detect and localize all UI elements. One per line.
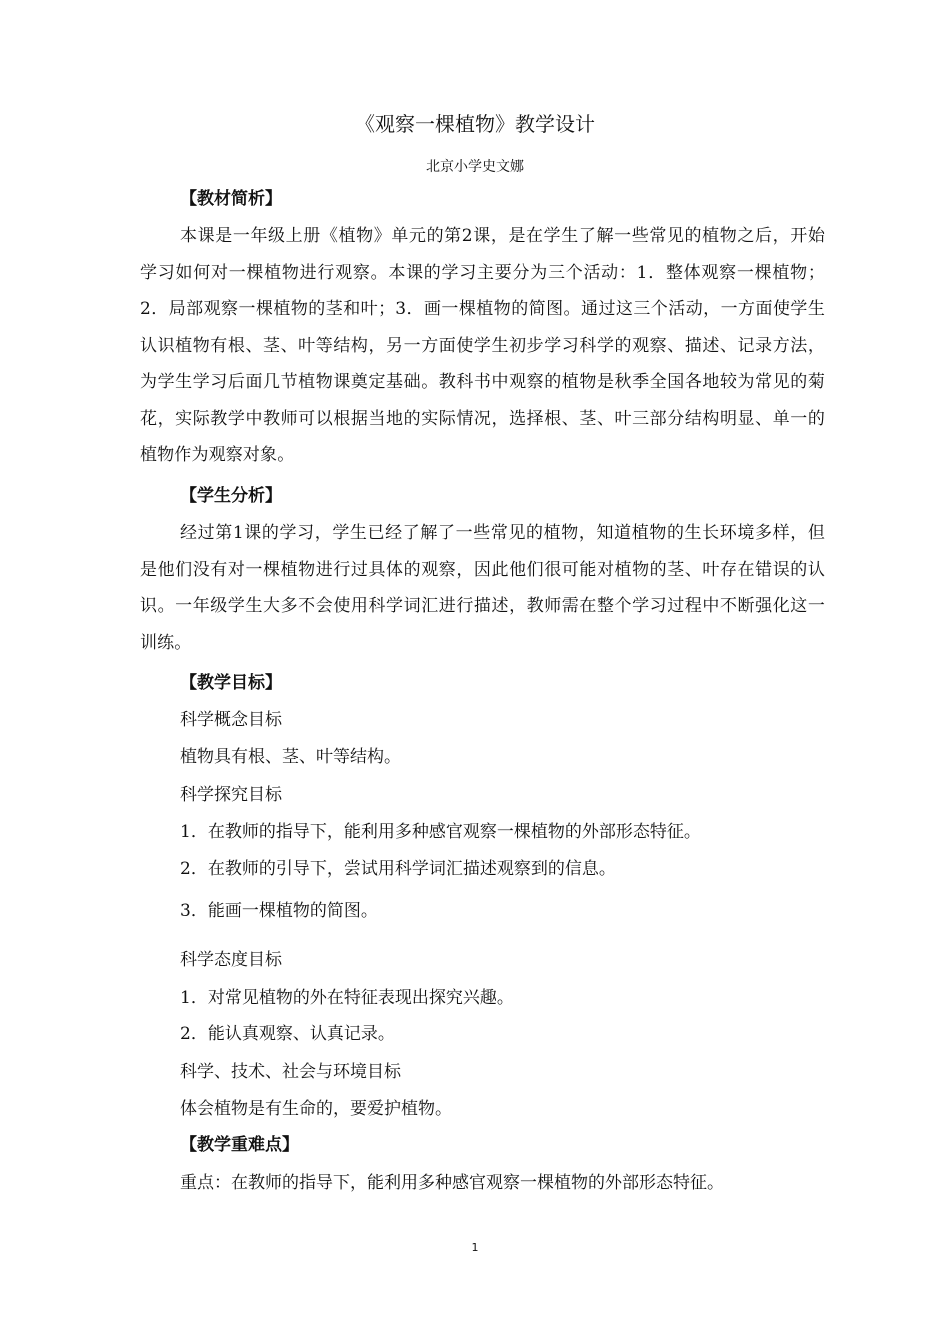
materials-paragraph: 本课是一年级上册《植物》单元的第2课，是在学生了解一些常见的植物之后，开始学习如何对一棵植物进行观察。本课的学习主要分为三个活动：1．整体观察一棵植物；2．局部观察一棵植物的茎和叶；3．画一棵植物的简图。通过这三个活动，一方面使学生认识植物有根、茎、叶等结构，另一方面使学生初步学习科学的观察、描述、记录方法，为学生学习后面几节植物课奠定基础。教科书中观察的植物是秋季全国各地较为常见的菊花，实际教学中教师可以根据当地的实际情况，选择根、茎、叶三部分结构明显、单一的植物作为观察对象。	[140, 226, 825, 465]
inquiry-goal-item: 1．在教师的指导下，能利用多种感官观察一棵植物的外部形态特征。	[180, 822, 701, 842]
attitude-goal-item: 2．能认真观察、认真记录。	[180, 1024, 395, 1044]
page-number: 1	[471, 1241, 479, 1254]
section-heading-materials: 【教材简析】	[180, 189, 282, 209]
concept-goal-label: 科学概念目标	[180, 710, 282, 730]
section-heading-goals: 【教学目标】	[180, 673, 282, 693]
sts-goal-label: 科学、技术、社会与环境目标	[180, 1062, 401, 1082]
concept-goal-text: 植物具有根、茎、叶等结构。	[180, 747, 401, 767]
inquiry-goal-item: 3．能画一棵植物的简图。	[180, 901, 378, 921]
attitude-goal-label: 科学态度目标	[180, 950, 282, 970]
document-title: 《观察一棵植物》教学设计	[355, 112, 595, 136]
inquiry-goal-item: 2．在教师的引导下，尝试用科学词汇描述观察到的信息。	[180, 859, 616, 879]
students-paragraph: 经过第1课的学习，学生已经了解了一些常见的植物，知道植物的生长环境多样，但是他们没有对一棵植物进行过具体的观察，因此他们很可能对植物的茎、叶存在错误的认识。一年级学生大多不会使用科学词汇进行描述，教师需在整个学习过程中不断强化这一训练。	[140, 523, 825, 653]
section-heading-students: 【学生分析】	[180, 486, 282, 506]
section-heading-key-points: 【教学重难点】	[180, 1135, 299, 1155]
document-author: 北京小学史文娜	[426, 159, 524, 175]
key-point-focus: 重点：在教师的指导下，能利用多种感官观察一棵植物的外部形态特征。	[180, 1173, 724, 1193]
attitude-goal-item: 1．对常见植物的外在特征表现出探究兴趣。	[180, 988, 514, 1008]
sts-goal-text: 体会植物是有生命的，要爱护植物。	[180, 1099, 452, 1119]
inquiry-goal-label: 科学探究目标	[180, 785, 282, 805]
